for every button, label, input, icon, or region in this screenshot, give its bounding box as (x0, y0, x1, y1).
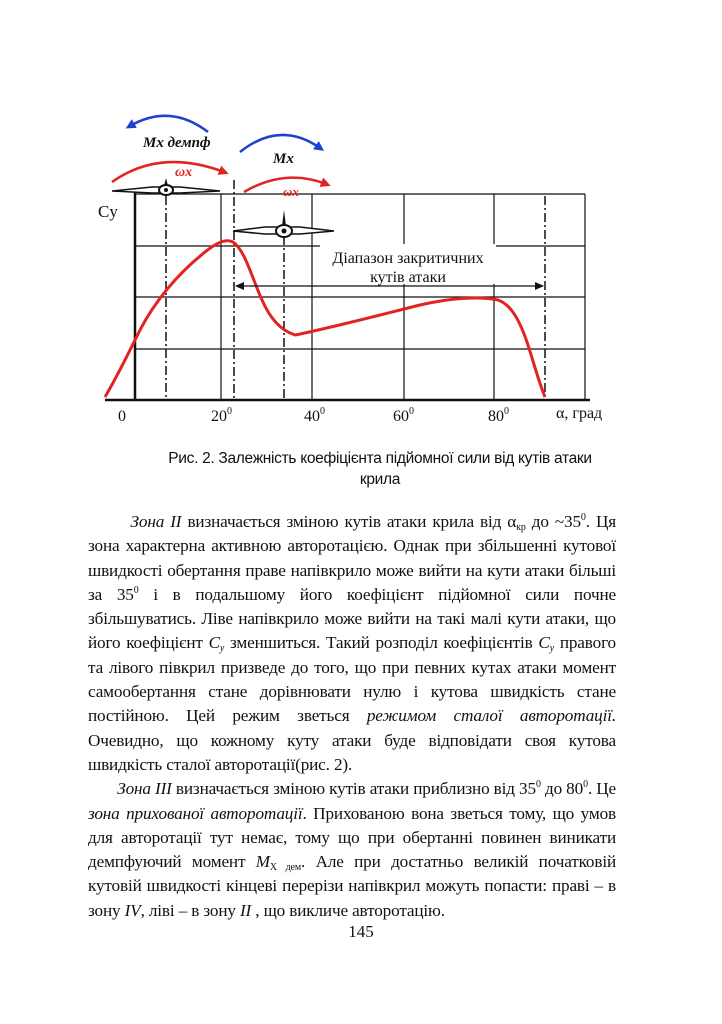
x-tick-40: $40^0$ (304, 406, 325, 425)
moment-arrow-icon (240, 135, 320, 152)
omega-left-label: ωx (175, 165, 193, 180)
figure-caption (140, 448, 620, 490)
damping-moment-arrow-icon (130, 116, 208, 132)
x-axis-label: α, град (556, 405, 603, 422)
right-airplane-icon (233, 210, 334, 237)
left-airplane-icon (112, 178, 220, 195)
y-axis-label: Cy (98, 202, 118, 221)
paragraph-zone-3: Зона III визначається зміною кутів атаки приблизно від $35^0$ до $80^0$. Це зона прихованої авторотації. Прихованою вона зветься тому, що умов для авторотації тут немає, тому що при обертанні повинен виникати демпфуючий момент $M_{X дем}$. Але при достатньо великій початковій кутовій швидкості кінцеві перерізи напівкрил можуть попасти: праві – в зону IV, ліві – в зону II , що викличе авторотацію. (88, 779, 617, 920)
damping-moment-label: Mx демпф (143, 135, 211, 151)
moment-label: Mx (273, 151, 294, 167)
dash-dot-lines (166, 180, 545, 400)
x-tick-20: $20^0$ (211, 406, 232, 425)
x-tick-0: 0 (118, 408, 126, 425)
page-number: 145 (348, 922, 374, 941)
paragraph-zone-2: Зона II визначається зміною кутів атаки крила від $\alpha_{кр}$ до $\sim 35^0$. Ця зона характерна активною авторотацією. Однак при збільшенні кутової швидкості обертання праве напівкрило може вийти на кути атаки більші за $35^0$ і в подальшому його коефіцієнт підйомної сили почне збільшуватись. Ліве напівкрило може вийти на такі малі кути атаки, що його коефіцієнт $C_y$ зменшиться. Такий розподіл коефіцієнтів $C_y$ правого та лівого півкрил призведе до того, що при певних кутах атаки момент самообертання стане дорівнювати нулю і кутова швидкість стане постійною. Цей режим зветься режимом сталої авторотації. Очевидно, що кожному куту атаки буде відповідати своя кутова швидкість сталої авторотації(рис. 2). (88, 512, 617, 774)
x-tick-80: $80^0$ (488, 406, 509, 425)
x-tick-60: $60^0$ (393, 406, 414, 425)
cy-alpha-figure (0, 0, 722, 440)
caption-line1: Рис. 2. Залежність коефіцієнта підйомної сили від кутів атаки (168, 450, 592, 467)
chart-grid (135, 194, 585, 400)
range-label-line2: кутів атаки (370, 269, 446, 286)
body-text (88, 510, 616, 923)
omega-left-arrow-icon (112, 162, 224, 182)
range-label-line1: Діапазон закритичних (332, 250, 484, 267)
omega-right-label: ωx (283, 184, 299, 199)
caption-line2: крила (359, 471, 401, 488)
